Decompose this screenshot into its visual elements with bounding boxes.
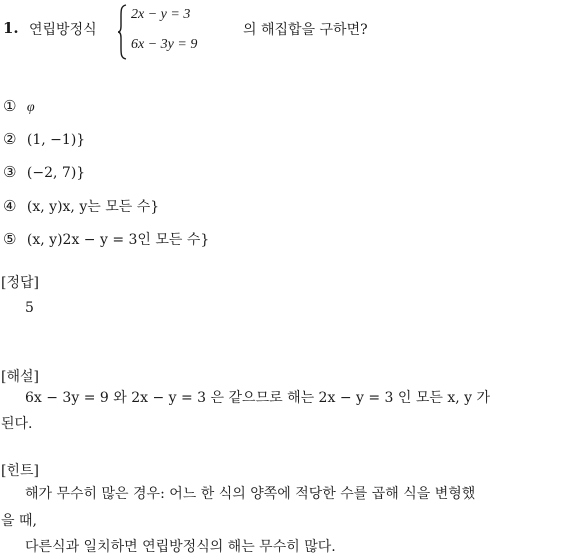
answer-value: 5 <box>25 300 34 316</box>
choice-4[interactable] <box>3 196 159 216</box>
choice-2[interactable] <box>3 130 85 148</box>
choice-3[interactable] <box>3 163 85 181</box>
choice-text: (x, y)x, y는 모든 수} <box>26 199 160 215</box>
choice-1[interactable] <box>3 97 35 116</box>
choice-text: (−2, 7)} <box>26 165 86 181</box>
choice-text: φ <box>26 100 35 115</box>
system-brace <box>117 4 127 60</box>
choice-text: (x, y)2x − y = 3인 모든 수} <box>26 232 210 248</box>
choice-mark: ② <box>3 130 17 148</box>
answer-label: [정답] <box>1 275 39 291</box>
hint-line-3: 다른식과 일치하면 연립방정식의 해는 무수히 많다. <box>25 539 336 555</box>
choice-5[interactable] <box>3 229 209 249</box>
choice-mark: ① <box>3 97 17 115</box>
equation-2: 6x − 3y = 9 <box>131 37 198 52</box>
choice-mark: ⑤ <box>3 230 17 248</box>
question-tail: 의 해집합을 구하면? <box>243 22 368 38</box>
question-number: 1. <box>3 19 19 37</box>
explanation-line-1: 6x − 3y = 9 와 2x − y = 3 은 같으므로 해는 2x − y = 3 인 모든 x, y 가 <box>25 390 491 406</box>
explanation-line-2: 된다. <box>1 416 33 432</box>
hint-label: [힌트] <box>1 463 39 479</box>
choice-text: (1, −1)} <box>26 132 86 148</box>
hint-line-1: 해가 무수히 많은 경우: 어느 한 식의 양쪽에 적당한 수를 곱해 식을 변형했 <box>25 486 476 502</box>
question-lead: 연립방정식 <box>29 22 97 38</box>
choice-mark: ④ <box>3 197 17 215</box>
equation-1: 2x − y = 3 <box>131 7 191 22</box>
choice-mark: ③ <box>3 163 17 181</box>
hint-line-2: 을 때, <box>1 513 37 529</box>
explanation-label: [해설] <box>1 369 39 385</box>
